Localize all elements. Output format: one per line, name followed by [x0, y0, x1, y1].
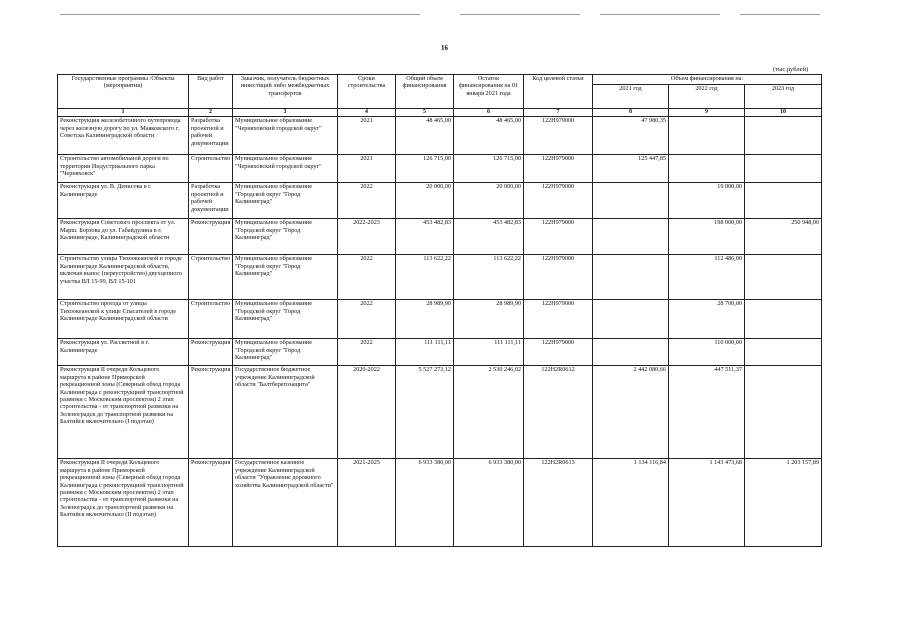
customer: Муниципальное образование "Городской округ "Город Калининград": [233, 300, 338, 339]
target-code: 122Н979000: [524, 183, 593, 219]
work-type: Реконструкция: [189, 366, 233, 459]
table-row: [58, 117, 822, 155]
table-row: [58, 255, 822, 300]
header-total-financing: Общий объем финансирования: [396, 75, 454, 109]
object-name: Реконструкция II очереди Кольцевого маршрута в районе Приморской рекреационной зоны (Северный обход города Калининграда с реконструкцией транспортной развязки с Московским проспектом) 2 этап строительства - от транспортной развязки на Зеленоградск до транспортной развязки на Балтийск включительно (II подэтап): [58, 459, 189, 547]
customer: Муниципальное образование "Городской округ "Город Калининград": [233, 219, 338, 255]
table-row: [58, 339, 822, 366]
header-financing-volume: Объем финансирования на:: [593, 75, 822, 85]
financing-2023: [745, 366, 822, 459]
work-type: Разработка проектной и рабочей документации: [189, 183, 233, 219]
target-code: 122Н2R0612: [524, 366, 593, 459]
header-year-2022: 2022 год: [669, 85, 745, 109]
financing-2023: [745, 155, 822, 183]
remaining-financing: 28 989,90: [454, 300, 524, 339]
total-financing: 126 715,00: [396, 155, 454, 183]
work-type: Разработка проектной и рабочей документации: [189, 117, 233, 155]
remaining-financing: 111 111,11: [454, 339, 524, 366]
remaining-financing: 2 530 246,02: [454, 366, 524, 459]
construction-period: 2022: [338, 183, 396, 219]
financing-2021: [593, 219, 669, 255]
column-number: 6: [454, 109, 524, 117]
financing-2023: [745, 339, 822, 366]
target-code: 122Н979000: [524, 155, 593, 183]
total-financing: 5 527 273,12: [396, 366, 454, 459]
total-financing: 113 622,22: [396, 255, 454, 300]
target-code: 122Н979000: [524, 300, 593, 339]
column-number: 7: [524, 109, 593, 117]
construction-period: 2022: [338, 300, 396, 339]
remaining-financing: 453 482,83: [454, 219, 524, 255]
financing-2022: 447 511,37: [669, 366, 745, 459]
header-year-2023: 2023 год: [745, 85, 822, 109]
object-name: Реконструкция ул. В. Денисова в г. Калининграде: [58, 183, 189, 219]
financing-2022: 1 143 473,68: [669, 459, 745, 547]
column-number: 1: [58, 109, 189, 117]
financing-2022: [669, 155, 745, 183]
column-number: 9: [669, 109, 745, 117]
table-row: [58, 459, 822, 547]
column-number: 3: [233, 109, 338, 117]
header-target-code: Код целевой статьи: [524, 75, 593, 109]
customer: Муниципальное образование "Городской округ "Город Калининград": [233, 183, 338, 219]
object-name: Реконструкция II очереди Кольцевого маршрута в районе Приморской рекреационной зоны (Северный обход города Калининграда с реконструкцией транспортной развязки с Московским проспектом) 2 этап строительства - от транспортной развязки на Зеленоградск до транспортной развязки на Балтийск включительно (I подэтап): [58, 366, 189, 459]
customer: Муниципальное образование "Городской округ "Город Калининград": [233, 255, 338, 300]
remaining-financing: 126 715,00: [454, 155, 524, 183]
financing-2021: [593, 339, 669, 366]
customer: Муниципальное образование "Черняховский городской округ": [233, 117, 338, 155]
header-year-2021: 2021 год: [593, 85, 669, 109]
table-row: [58, 219, 822, 255]
object-name: Реконструкция железобетонного путепровода через железную дорогу по ул. Маяковского г. Советска Калининградской области: [58, 117, 189, 155]
scan-artifact-line: [60, 14, 420, 15]
financing-2021: [593, 255, 669, 300]
construction-period: 2021: [338, 155, 396, 183]
total-financing: 28 989,90: [396, 300, 454, 339]
financing-2021: 1 134 116,84: [593, 459, 669, 547]
financing-table: [57, 74, 822, 547]
construction-period: 2022: [338, 339, 396, 366]
remaining-financing: 113 622,22: [454, 255, 524, 300]
column-number-row: [58, 109, 822, 117]
scan-artifact-line: [460, 14, 580, 15]
financing-2023: [745, 117, 822, 155]
construction-period: 2022: [338, 255, 396, 300]
remaining-financing: 48 465,00: [454, 117, 524, 155]
financing-2023: 1 203 157,89: [745, 459, 822, 547]
financing-2022: 19 800,00: [669, 183, 745, 219]
page-number: 16: [441, 44, 448, 52]
financing-2021: [593, 300, 669, 339]
column-number: 10: [745, 109, 822, 117]
construction-period: 2020-2022: [338, 366, 396, 459]
financing-2021: 2 442 080,66: [593, 366, 669, 459]
financing-2022: 28 700,00: [669, 300, 745, 339]
scan-artifact-line: [740, 14, 820, 15]
column-number: 4: [338, 109, 396, 117]
total-financing: 111 111,11: [396, 339, 454, 366]
financing-2022: 110 000,00: [669, 339, 745, 366]
column-number: 2: [189, 109, 233, 117]
column-number: 8: [593, 109, 669, 117]
header-construction-period: Сроки строительства: [338, 75, 396, 109]
column-number: 5: [396, 109, 454, 117]
work-type: Строительство: [189, 300, 233, 339]
table-row: [58, 300, 822, 339]
work-type: Реконструкция: [189, 339, 233, 366]
header-work-type: Вид работ: [189, 75, 233, 109]
header-customer: Заказчик, получатель бюджетных инвестиций либо межбюджетных трансфертов: [233, 75, 338, 109]
total-financing: 48 465,00: [396, 117, 454, 155]
table-row: [58, 366, 822, 459]
remaining-financing: 20 000,00: [454, 183, 524, 219]
units-note: (тыс.рублей): [773, 66, 809, 73]
object-name: Строительство проезда от улицы Тихоокеанской к улице Спасателей в городе Калининграде Калининградской области: [58, 300, 189, 339]
work-type: Строительство: [189, 255, 233, 300]
customer: Муниципальное образование "Городской округ "Город Калининград": [233, 339, 338, 366]
object-name: Реконструкция ул. Рассветной в г. Калининграде: [58, 339, 189, 366]
total-financing: 20 000,00: [396, 183, 454, 219]
work-type: Реконструкция: [189, 459, 233, 547]
work-type: Строительство: [189, 155, 233, 183]
object-name: Реконструкция Советского проспекта от ул. Марш. Борзова до ул. Габайдулина в г. Калининграде, Калининградской области: [58, 219, 189, 255]
customer: Муниципальное образование "Черняховский городской округ": [233, 155, 338, 183]
work-type: Реконструкция: [189, 219, 233, 255]
construction-period: 2021: [338, 117, 396, 155]
financing-2022: [669, 117, 745, 155]
table-row: [58, 155, 822, 183]
construction-period: 2022-2023: [338, 219, 396, 255]
target-code: 122Н2R0613: [524, 459, 593, 547]
remaining-financing: 6 933 380,00: [454, 459, 524, 547]
total-financing: 6 933 380,00: [396, 459, 454, 547]
customer: Государственное казенное учреждение Калининградской области "Управление дорожного хозяйства Калининградской области": [233, 459, 338, 547]
table-row: [58, 183, 822, 219]
financing-2023: [745, 183, 822, 219]
financing-2021: 125 447,85: [593, 155, 669, 183]
object-name: Строительство улицы Тихоокеанской в городе Калининграде Калининградской области, включая вынос (переустройство) двухцепного участка ВЛ 15-99, ВЛ 15-101: [58, 255, 189, 300]
financing-2023: [745, 300, 822, 339]
target-code: 122Н979000: [524, 255, 593, 300]
customer: Государственное бюджетное учреждение Калининградской области "Балтберегозащита": [233, 366, 338, 459]
financing-2021: [593, 183, 669, 219]
total-financing: 453 482,83: [396, 219, 454, 255]
scan-artifact-line: [600, 14, 720, 15]
financing-2022: 112 486,00: [669, 255, 745, 300]
financing-2022: 198 000,00: [669, 219, 745, 255]
object-name: Строительство автомобильной дороги по территории Индустриального парка "Черняховск": [58, 155, 189, 183]
financing-2023: [745, 255, 822, 300]
financing-2021: 47 980,35: [593, 117, 669, 155]
construction-period: 2021-2025: [338, 459, 396, 547]
target-code: 122Н979000: [524, 219, 593, 255]
header-remaining: Остаток финансирования на 01 января 2021 года: [454, 75, 524, 109]
header-program: Государственные программы /Объекты (мероприятия): [58, 75, 189, 109]
target-code: 122Н979000: [524, 339, 593, 366]
financing-2023: 250 948,00: [745, 219, 822, 255]
target-code: 122Н979000: [524, 117, 593, 155]
